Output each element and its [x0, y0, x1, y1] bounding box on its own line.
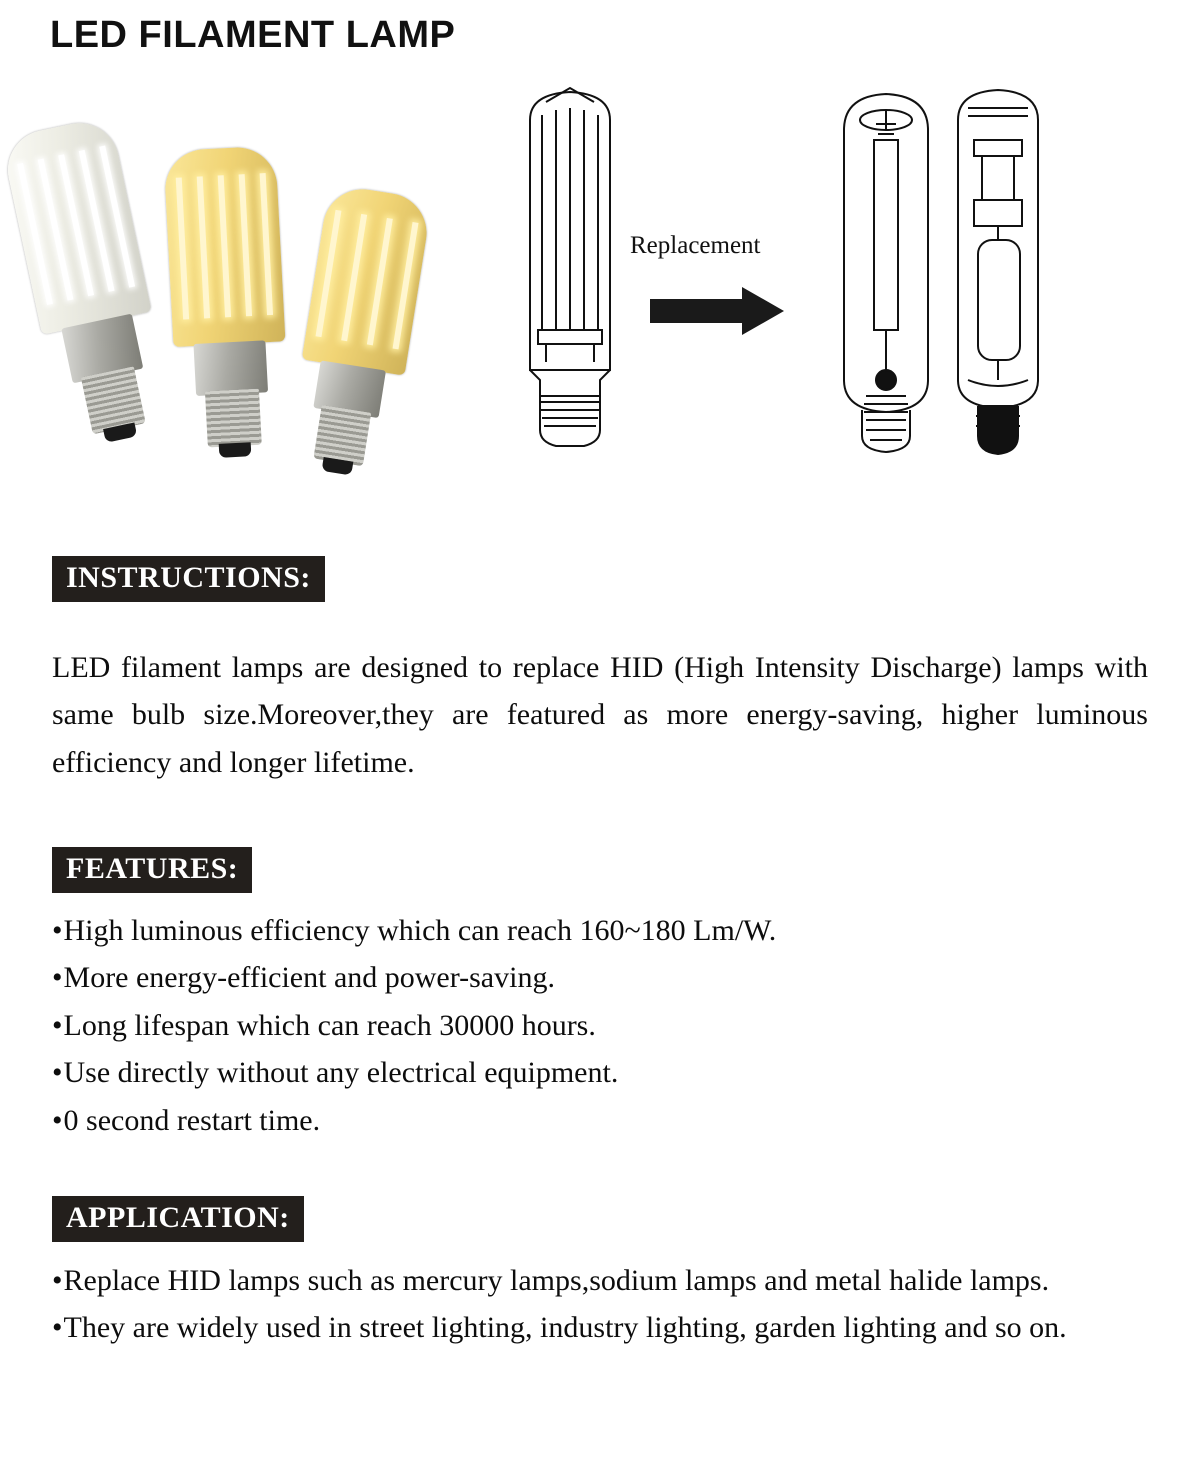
- instructions-paragraph: LED filament lamps are designed to replace HID (High Intensity Discharge) lamps with same bulb size.Moreover,they are featured as more energy-saving, higher luminous efficiency and longer lifetime.: [52, 651, 1148, 779]
- metal-halide-lamp-outline-icon: [944, 80, 1054, 460]
- instructions-heading-label: INSTRUCTIONS:: [52, 556, 325, 602]
- lamp-contact-tip-icon: [219, 442, 251, 458]
- lamp-screw-base-icon: [81, 366, 146, 434]
- list-item: • More energy-efficient and power-saving.: [52, 954, 1148, 1001]
- replacement-label: Replacement: [630, 232, 761, 259]
- list-item: • High luminous efficiency which can reach 160~180 Lm/W.: [52, 907, 1148, 954]
- led-lamp-photo-left: [1, 116, 181, 472]
- lamp-glass-icon: [302, 184, 433, 376]
- features-heading: [52, 847, 252, 893]
- lamp-glass-icon: [163, 146, 285, 348]
- hero-image-area: [0, 70, 1200, 470]
- lamp-screw-base-icon: [313, 405, 371, 466]
- application-heading: [52, 1196, 304, 1242]
- lamp-screw-base-icon: [205, 389, 262, 448]
- application-list: [52, 1257, 1148, 1352]
- list-item: • Long lifespan which can reach 30000 hours.: [52, 1002, 1148, 1049]
- features-heading-label: FEATURES:: [52, 847, 252, 893]
- led-lamp-photo-center: [163, 146, 292, 471]
- page-title: LED FILAMENT LAMP: [50, 14, 456, 56]
- lamp-neck-icon: [194, 340, 268, 396]
- led-filament-lamp-outline-icon: [500, 80, 640, 460]
- led-filament-lamps-photo: [60, 90, 420, 470]
- list-item: • Replace HID lamps such as mercury lamps,sodium lamps and metal halide lamps.: [52, 1257, 1148, 1304]
- hid-sodium-lamp-outline-icon: [826, 80, 946, 460]
- led-lamp-photo-right: [283, 184, 433, 497]
- list-item: • They are widely used in street lighting, industry lighting, garden lighting and so on.: [52, 1304, 1148, 1351]
- features-list: [52, 907, 1148, 1144]
- list-item: • 0 second restart time.: [52, 1097, 1148, 1144]
- application-heading-label: APPLICATION:: [52, 1196, 304, 1242]
- replacement-arrow-icon: [650, 285, 790, 345]
- instructions-heading: [52, 556, 325, 602]
- list-item: • Use directly without any electrical equipment.: [52, 1049, 1148, 1096]
- lamp-glass-icon: [1, 116, 152, 335]
